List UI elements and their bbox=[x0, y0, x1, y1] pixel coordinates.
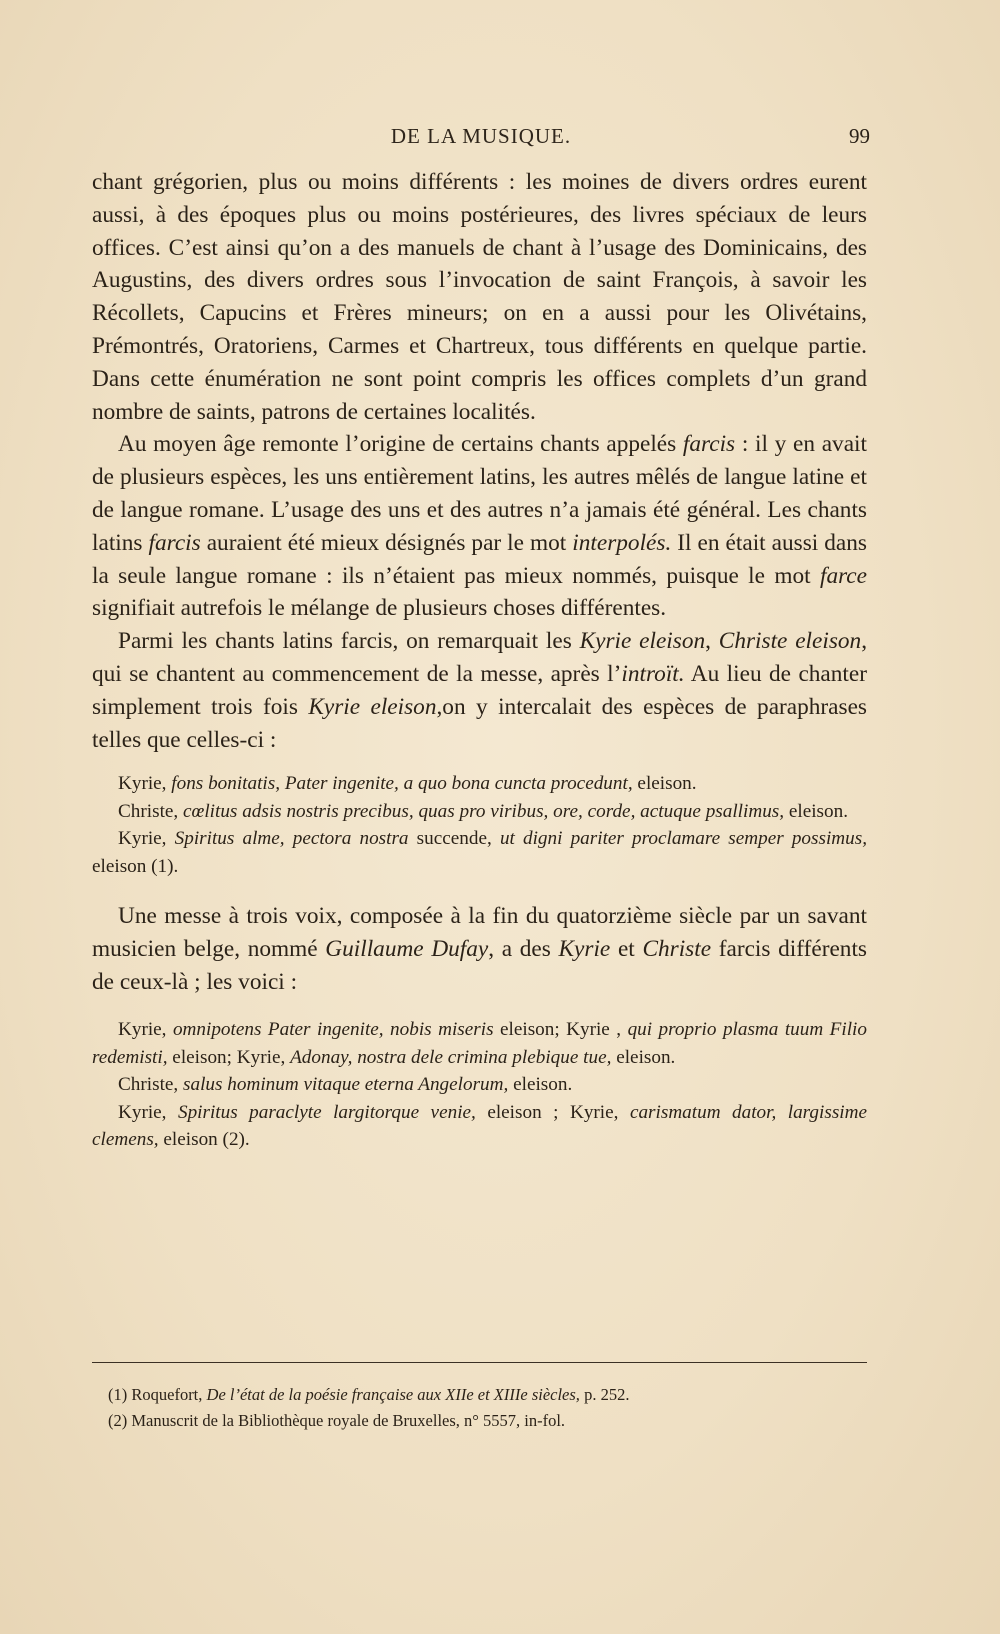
italic-term: Kyrie eleison bbox=[308, 693, 437, 720]
text-run: ,on y intercalait des espèces de paraphrases telles que celles-ci : bbox=[92, 693, 867, 753]
italic-term: Christe eleison bbox=[718, 628, 862, 655]
italic-term: Christe bbox=[642, 935, 712, 962]
text-run: succende, bbox=[408, 828, 500, 850]
italic-latin: ut digni pariter proclamare semper possimus, bbox=[499, 828, 868, 850]
text-run: Une messe à trois voix, composée à la fin du quatorzième siècle par un savant musicien belge, nommé bbox=[92, 902, 867, 962]
italic-latin: Adonay, nostra dele crimina plebique tue, bbox=[290, 1046, 612, 1068]
text-run: Christe, bbox=[118, 1074, 184, 1096]
text-run: : il y en avait de plusieurs espèces, les uns entièrement latins, les autres mêlés de langue latine et de langue romane. L’usage des uns et des autres n’a jamais été général. Les chants latins bbox=[92, 431, 867, 556]
italic-term: Guillaume Dufay bbox=[325, 935, 489, 962]
text-run: (1) Roquefort, bbox=[108, 1385, 207, 1404]
running-title: DE LA MUSIQUE. bbox=[390, 124, 572, 148]
italic-latin: cœlitus adsis nostris precibus, quas pro viribus, ore, corde, actuque psallimus, bbox=[183, 800, 785, 822]
text-run: Kyrie, bbox=[118, 828, 175, 850]
page-header bbox=[92, 124, 870, 158]
italic-latin: salus hominum vitaque eterna Angelorum, bbox=[183, 1074, 509, 1096]
text-run: (2) Manuscrit de la Bibliothèque royale de Bruxelles, n° 5557, in-fol. bbox=[108, 1411, 566, 1430]
text-run: eleison. bbox=[784, 800, 849, 822]
quote-block-1 bbox=[92, 770, 867, 880]
text-run: Kyrie, bbox=[118, 1101, 178, 1123]
italic-latin: Spiritus alme, pectora nostra bbox=[174, 828, 409, 850]
text-run: eleison. bbox=[611, 1046, 676, 1068]
text-run: eleison ; Kyrie, bbox=[475, 1101, 630, 1123]
footnotes bbox=[108, 1382, 868, 1434]
italic-latin: omnipotens Pater ingenite, nobis miseris bbox=[172, 1019, 494, 1041]
italic-latin: fons bonitatis, Pater ingenite, a quo bona cuncta procedunt, bbox=[171, 773, 633, 795]
quote-line bbox=[92, 1016, 867, 1071]
text-run: auraient été mieux désignés par le mot bbox=[200, 529, 573, 556]
italic-term: farce bbox=[819, 562, 867, 589]
text-run: eleison. bbox=[632, 773, 697, 795]
quote-line bbox=[92, 1071, 867, 1098]
page-number: 99 bbox=[849, 124, 870, 148]
text-run: Parmi les chants latins farcis, on remarquait les bbox=[118, 628, 580, 655]
quote-line bbox=[92, 770, 867, 797]
quote-line bbox=[92, 825, 867, 880]
footnote-divider bbox=[92, 1362, 867, 1363]
italic-term: farcis bbox=[148, 529, 201, 556]
text-run: Kyrie, bbox=[118, 1019, 173, 1041]
italic-term: introït. bbox=[621, 660, 685, 687]
text-run: farcis différents de ceux-là ; les voici : bbox=[92, 935, 867, 995]
text-run: , bbox=[705, 628, 719, 655]
italic-latin: qui proprio plasma tuum Filio redemisti, bbox=[92, 1019, 867, 1068]
text-run: eleison (2). bbox=[158, 1128, 250, 1150]
text-run: Au moyen âge remonte l’origine de certains chants appelés bbox=[118, 431, 683, 458]
italic-term: Kyrie bbox=[558, 935, 611, 962]
italic-term: farcis bbox=[682, 431, 736, 458]
italic-term: interpolés. bbox=[572, 529, 672, 556]
paragraph-2 bbox=[92, 428, 867, 625]
text-run: , qui se chantent au commencement de la messe, après l’ bbox=[92, 628, 868, 687]
text-run: eleison; Kyrie , bbox=[493, 1019, 628, 1041]
text-run: et bbox=[610, 935, 643, 962]
text-run: eleison; Kyrie, bbox=[167, 1046, 291, 1068]
text-run: Kyrie, bbox=[118, 773, 172, 795]
quote-line bbox=[92, 1099, 867, 1154]
text-run: eleison. bbox=[508, 1074, 573, 1096]
quote-block-2 bbox=[92, 1016, 867, 1153]
italic-title: De l’état de la poésie française aux XIIe et XIIIe siècles, bbox=[206, 1385, 580, 1404]
text-run: Au lieu de chanter simplement trois fois bbox=[92, 660, 867, 720]
footnote-1 bbox=[108, 1382, 868, 1408]
text-run: eleison (1). bbox=[92, 855, 179, 877]
italic-term: Kyrie eleison bbox=[579, 628, 706, 655]
text-run: Christe, bbox=[118, 800, 184, 822]
text-run: signifiait autrefois le mélange de plusieurs choses différentes. bbox=[92, 595, 667, 622]
paragraph-1: chant grégorien, plus ou moins différents : les moines de divers ordres eurent aussi, à des époques plus ou moins postérieures, des livres spéciaux de leurs offices. C’est ainsi qu’on a des manuels de chant à l’usage des Dominicains, des Augustins, des divers ordres sous l’invocation de saint François, à savoir les Récollets, Capucins et Frères mineurs; on en a aussi pour les Olivétains, Prémontrés, Oratoriens, Carmes et Chartreux, tous différents en quelque partie. Dans cette énumération ne sont point compris les offices complets d’un grand nombre de saints, patrons de certaines localités. bbox=[92, 169, 867, 425]
text-run: p. 252. bbox=[579, 1385, 630, 1404]
paragraph-4 bbox=[92, 900, 867, 998]
text-run: Il en était aussi dans la seule langue romane : ils n’étaient pas mieux nommés, puisque le mot bbox=[92, 529, 867, 589]
footnote-2 bbox=[108, 1408, 868, 1434]
text-run: , a des bbox=[488, 935, 559, 962]
main-text bbox=[92, 166, 867, 1153]
italic-latin: Spiritus paraclyte largitorque venie, bbox=[177, 1101, 476, 1123]
quote-line bbox=[92, 798, 867, 825]
paragraph-3 bbox=[92, 625, 867, 756]
italic-latin: carismatum dator, largissime clemens, bbox=[92, 1101, 867, 1150]
